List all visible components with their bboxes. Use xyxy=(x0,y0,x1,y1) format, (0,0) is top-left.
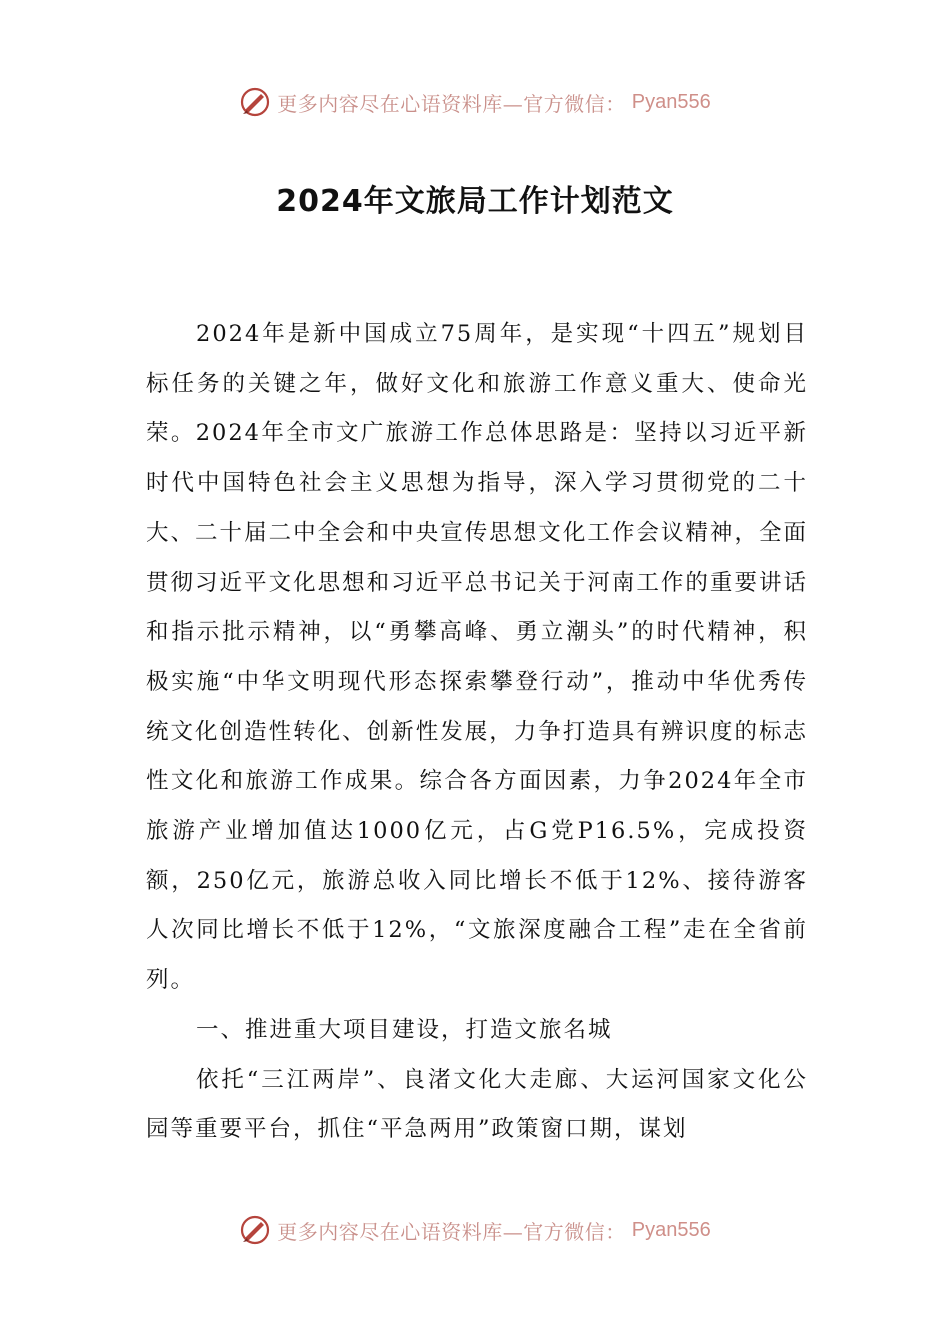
pen-logo-icon xyxy=(239,1214,271,1246)
watermark-text: 更多内容尽在心语资料库—官方微信： xyxy=(277,91,626,116)
document-title: 2024年文旅局工作计划范文 xyxy=(276,184,674,219)
document-body xyxy=(146,310,808,1155)
watermark-text: 更多内容尽在心语资料库—官方微信： xyxy=(277,1219,626,1244)
footer-watermark xyxy=(0,1210,950,1250)
watermark-wechat-id: Pyan556 xyxy=(631,1218,711,1241)
paragraph-section-1: 依托“三江两岸”、良渚文化大走廊、大运河国家文化公园等重要平台，抓住“平急两用”政策窗口期，谋划 xyxy=(146,1066,808,1143)
paragraph-intro: 2024年是新中国成立75周年，是实现“十四五”规划目标任务的关键之年，做好文化和旅游工作意义重大、使命光荣。2024年全市文广旅游工作总体思路是：坚持以习近平新时代中国特色社会主义思想为指导，深入学习贯彻党的二十大、二十届二中全会和中央宣传思想文化工作会议精神，全面贯彻习近平文化思想和习近平总书记关于河南工作的重要讲话和指示批示精神，以“勇攀高峰、勇立潮头”的时代精神，积极实施“中华文明现代形态探索攀登行动”，推动中华优秀传统文化创造性转化、创新性发展，力争打造具有辨识度的标志性文化和旅游工作成果。综合各方面因素，力争2024年全市旅游产业增加值达1000亿元，占G党P16.5%，完成投资额，250亿元，旅游总收入同比增长不低于12%、接待游客人次同比增长不低于12%，“文旅深度融合工程”走在全省前列。 xyxy=(146,321,808,994)
watermark-wechat-id: Pyan556 xyxy=(631,90,711,113)
section-heading-1: 一、推进重大项目建设，打造文旅名城 xyxy=(196,1016,613,1043)
header-watermark xyxy=(0,82,950,122)
pen-logo-icon xyxy=(239,86,271,118)
